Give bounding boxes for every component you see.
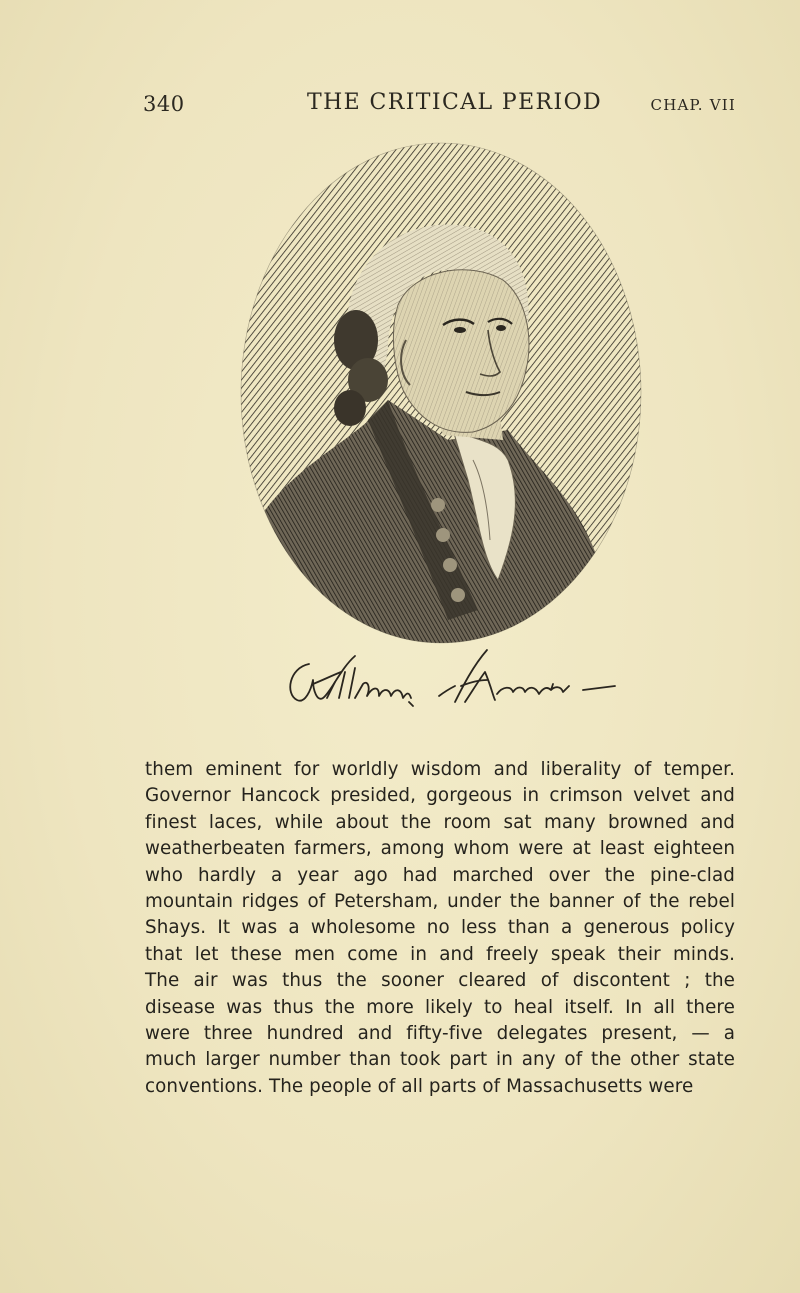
text-line: them eminent for worldly wisdom and liberality of temper. — [145, 759, 735, 780]
text-line: were three hundred and fifty-five delegates present, — a — [145, 1023, 735, 1045]
text-line: finest laces, while about the room sat many browned and — [145, 811, 735, 833]
chapter-label: CHAP. VII — [650, 96, 736, 114]
text-line: that let these men come in and freely speak their minds. — [145, 943, 735, 965]
text-line: Governor Hancock presided, gorgeous in crimson velvet and — [145, 785, 735, 807]
text-line: mountain ridges of Petersham, under the banner of the rebel — [145, 891, 735, 913]
body-text — [145, 757, 735, 1100]
portrait-engraving — [238, 140, 644, 646]
text-line: The air was thus the sooner cleared of discontent ; the — [145, 970, 735, 992]
text-line: weatherbeaten farmers, among whom were at least eighteen — [145, 838, 735, 860]
text-line: conventions. The people of all parts of Massachusetts were — [145, 1075, 694, 1097]
text-line: Shays. It was a wholesome no less than a generous policy — [145, 917, 735, 939]
text-line: disease was thus the more likely to heal itself. In all there — [145, 996, 735, 1018]
running-title: THE CRITICAL PERIOD — [307, 90, 603, 115]
running-head — [143, 90, 736, 120]
page-number: 340 — [143, 92, 185, 116]
signature-william-heath — [283, 646, 623, 718]
text-line: much larger number than took part in any of the other state — [145, 1049, 735, 1071]
text-line: who hardly a year ago had marched over the pine-clad — [145, 864, 735, 886]
